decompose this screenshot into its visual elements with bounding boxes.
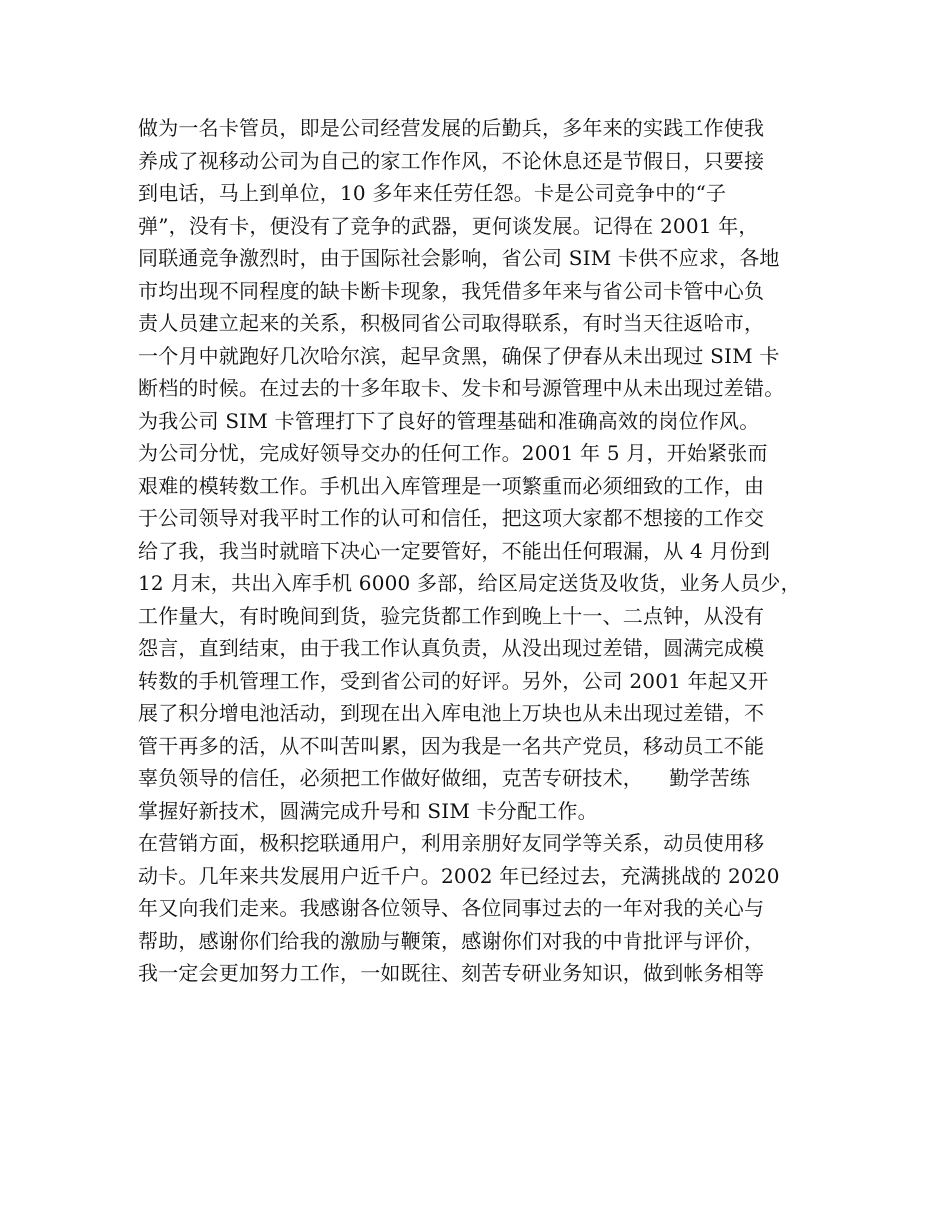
text-line: 年又向我们走来。我感谢各位领导、各位同事过去的一年对我的关心与 (138, 896, 765, 920)
text-line: 我一定会更加努力工作，一如既往、刻苦专研业务知识，做到帐务相等 (138, 961, 765, 985)
text-line: 工作量大，有时晚间到货，验完货都工作到晚上十一、二点钟，从没有 (138, 603, 765, 628)
text-line: 怨言，直到结束，由于我工作认真负责，从没出现过差错，圆满完成模 (138, 636, 765, 660)
text-line: 一个月中就跑好几次哈尔滨，起早贪黑，确保了伊春从未出现过 SIM 卡 (138, 343, 780, 368)
text-line: 在营销方面，极积挖联通用户，利用亲朋好友同学等关系，动员使用移 (138, 831, 765, 855)
text-line: 给了我，我当时就暗下决心一定要管好，不能出任何瑕漏，从 4 月份到 (138, 538, 771, 563)
text-line: 艰难的模转数工作。手机出入库管理是一项繁重而必须细致的工作，由 (138, 473, 765, 498)
text-line: 帮助，感谢你们给我的激励与鞭策，感谢你们对我的中肯批评与评价， (138, 928, 765, 953)
text-line: 养成了视移动公司为自己的家工作作风，不论休息还是节假日，只要接 (138, 148, 765, 173)
text-line: 辜负领导的信任，必须把工作做好做细，克苦专研技术， 勤学苦练 (138, 766, 751, 790)
text-line: 12 月末，共出入库手机 6000 多部，给区局定送货及收货，业务人员少， (138, 571, 801, 595)
text-line: 为我公司 SIM 卡管理打下了良好的管理基础和准确高效的岗位作风。 (138, 408, 760, 433)
text-line: 为公司分忧，完成好领导交办的任何工作。2001 年 5 月，开始紧张而 (138, 441, 768, 465)
text-line: 做为一名卡管员，即是公司经营发展的后勤兵，多年来的实践工作使我 (138, 116, 765, 140)
text-line: 到电话，马上到单位，10 多年来任劳任怨。卡是公司竞争中的“子 (138, 181, 727, 205)
text-line: 掌握好新技术，圆满完成升号和 SIM 卡分配工作。 (138, 798, 598, 823)
text-line: 动卡。几年来共发展用户近千户。2002 年已经过去，充满挑战的 2020 (138, 863, 780, 888)
text-line: 同联通竞争激烈时，由于国际社会影响，省公司 SIM 卡供不应求，各地 (138, 246, 780, 270)
document-body (138, 112, 838, 990)
text-line: 责人员建立起来的关系，积极同省公司取得联系，有时当天往返哈市， (138, 311, 765, 335)
text-line: 市均出现不同程度的缺卡断卡现象，我凭借多年来与省公司卡管中心负 (138, 278, 765, 303)
text-line: 断档的时候。在过去的十多年取卡、发卡和号源管理中从未出现过差错。 (138, 376, 785, 400)
text-line: 弹”，没有卡，便没有了竞争的武器，更何谈发展。记得在 2001 年， (138, 213, 759, 238)
text-line: 展了积分增电池活动，到现在出入库电池上万块也从未出现过差错，不 (138, 701, 765, 725)
text-line: 于公司领导对我平时工作的认可和信任，把这项大家都不想接的工作交 (138, 506, 765, 530)
text-line: 管干再多的活，从不叫苦叫累，因为我是一名共产党员，移动员工不能 (138, 733, 765, 758)
text-line: 转数的手机管理工作，受到省公司的好评。另外，公司 2001 年起又开 (138, 668, 769, 693)
